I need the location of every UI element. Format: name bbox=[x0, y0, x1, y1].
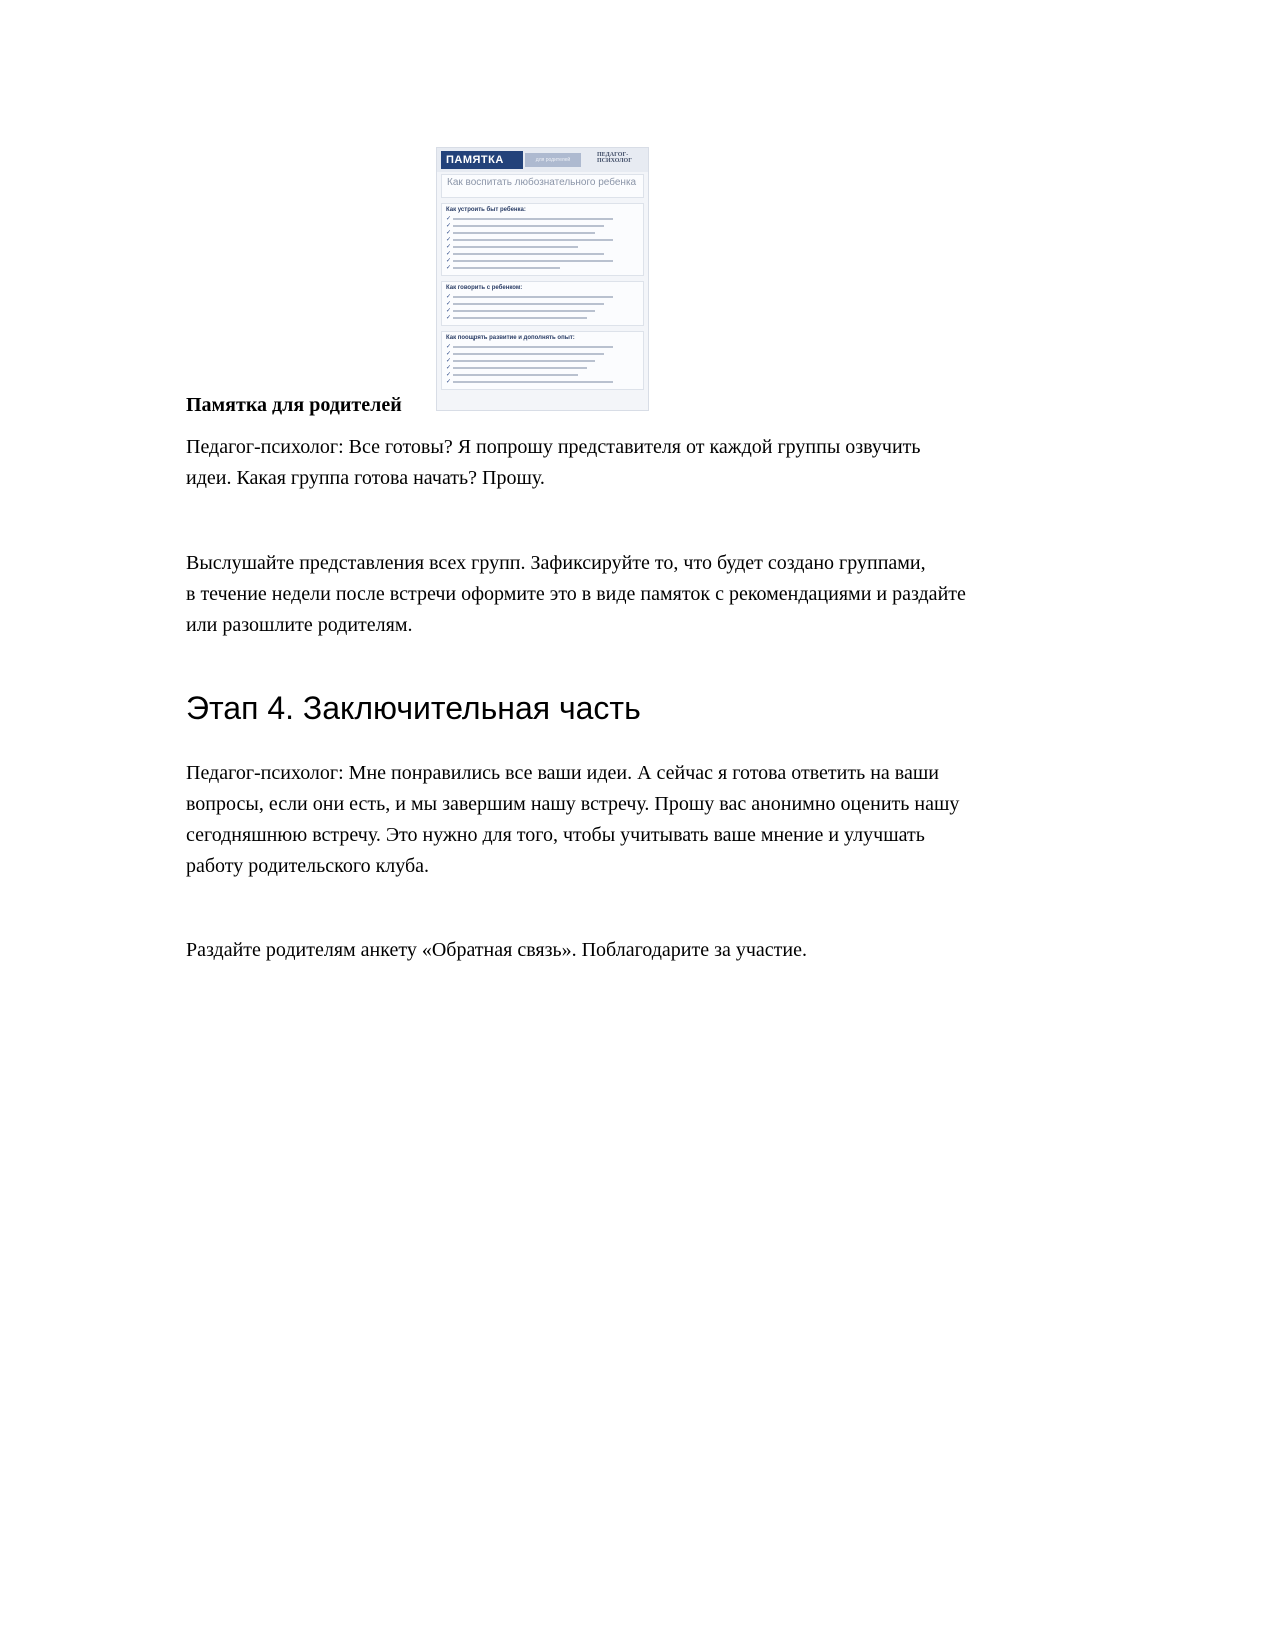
memo-title: ПАМЯТКА bbox=[441, 151, 523, 169]
memo-list-item bbox=[446, 244, 639, 250]
checkmark-icon: ✓ bbox=[446, 237, 452, 243]
memo-text-line bbox=[453, 353, 604, 355]
memo-logo-line2: ПСИХОЛОГ bbox=[597, 158, 633, 164]
memo-section bbox=[441, 203, 644, 276]
checkmark-icon: ✓ bbox=[446, 294, 452, 300]
memo-text-line bbox=[453, 246, 578, 248]
paragraph-1-line: идеи. Какая группа готова начать? Прошу. bbox=[186, 467, 545, 489]
checkmark-icon: ✓ bbox=[446, 351, 452, 357]
memo-text-line bbox=[453, 239, 613, 241]
memo-list-item bbox=[446, 230, 639, 236]
memo-list-item bbox=[446, 294, 639, 300]
checkmark-icon: ✓ bbox=[446, 365, 452, 371]
memo-text-line bbox=[453, 267, 560, 269]
memo-caption: Памятка для родителей bbox=[186, 394, 402, 416]
memo-section-title: Как поощрять развитие и дополнять опыт: bbox=[446, 335, 575, 341]
paragraph-4-line: Раздайте родителям анкету «Обратная связь». Поблагодарите за участие. bbox=[186, 939, 807, 961]
checkmark-icon: ✓ bbox=[446, 344, 452, 350]
memo-text-line bbox=[453, 310, 595, 312]
memo-section bbox=[441, 331, 644, 390]
memo-list-item bbox=[446, 223, 639, 229]
memo-list-item bbox=[446, 251, 639, 257]
memo-logo-line1: ПЕДАГОГ- bbox=[597, 152, 629, 158]
checkmark-icon: ✓ bbox=[446, 216, 452, 222]
paragraph-4 bbox=[186, 935, 1086, 966]
memo-text-line bbox=[453, 374, 578, 376]
memo-section-title: Как говорить с ребенком: bbox=[446, 285, 523, 291]
checkmark-icon: ✓ bbox=[446, 379, 452, 385]
checkmark-icon: ✓ bbox=[446, 251, 452, 257]
paragraph-3-line: вопросы, если они есть, и мы завершим нашу встречу. Прошу вас анонимно оценить нашу bbox=[186, 793, 960, 815]
memo-list-item bbox=[446, 351, 639, 357]
memo-text-line bbox=[453, 225, 604, 227]
paragraph-2-line: в течение недели после встречи оформите это в виде памяток с рекомендациями и раздайте bbox=[186, 583, 966, 605]
memo-blocks bbox=[437, 203, 648, 390]
memo-list-item bbox=[446, 372, 639, 378]
checkmark-icon: ✓ bbox=[446, 301, 452, 307]
memo-list-item bbox=[446, 344, 639, 350]
checkmark-icon: ✓ bbox=[446, 230, 452, 236]
memo-figure bbox=[186, 147, 1086, 417]
memo-section-title: Как устроить быт ребенка: bbox=[446, 207, 526, 213]
paragraph-1-line: Педагог-психолог: Все готовы? Я попрошу представителя от каждой группы озвучить bbox=[186, 436, 921, 458]
memo-list-item bbox=[446, 258, 639, 264]
memo-logo bbox=[597, 152, 632, 164]
memo-header bbox=[437, 148, 648, 172]
memo-section bbox=[441, 281, 644, 326]
paragraph-2 bbox=[186, 548, 1086, 641]
section-heading: Этап 4. Заключительная часть bbox=[186, 690, 641, 726]
memo-tag: для родителей bbox=[525, 153, 581, 167]
memo-list-item bbox=[446, 216, 639, 222]
checkmark-icon: ✓ bbox=[446, 258, 452, 264]
paragraph-3-line: Педагог-психолог: Мне понравились все ваши идеи. А сейчас я готова ответить на ваши bbox=[186, 762, 939, 784]
memo-list-item bbox=[446, 379, 639, 385]
checkmark-icon: ✓ bbox=[446, 308, 452, 314]
memo-list-item bbox=[446, 265, 639, 271]
paragraph-1 bbox=[186, 432, 1086, 494]
paragraph-3 bbox=[186, 758, 1086, 882]
memo-text-line bbox=[453, 218, 613, 220]
memo-thumbnail-image bbox=[436, 147, 649, 411]
checkmark-icon: ✓ bbox=[446, 315, 452, 321]
memo-list-item bbox=[446, 308, 639, 314]
memo-list-item bbox=[446, 237, 639, 243]
memo-list-item bbox=[446, 301, 639, 307]
checkmark-icon: ✓ bbox=[446, 244, 452, 250]
paragraph-3-line: сегодняшнюю встречу. Это нужно для того, чтобы учитывать ваше мнение и улучшать bbox=[186, 824, 925, 846]
paragraph-3-line: работу родительского клуба. bbox=[186, 855, 430, 877]
memo-list-item bbox=[446, 315, 639, 321]
paragraph-2-line: или разошлите родителям. bbox=[186, 614, 413, 636]
memo-text-line bbox=[453, 381, 613, 383]
memo-text-line bbox=[453, 360, 595, 362]
memo-text-line bbox=[453, 303, 604, 305]
memo-text-line bbox=[453, 232, 595, 234]
checkmark-icon: ✓ bbox=[446, 358, 452, 364]
checkmark-icon: ✓ bbox=[446, 372, 452, 378]
memo-text-line bbox=[453, 346, 613, 348]
memo-text-line bbox=[453, 260, 613, 262]
checkmark-icon: ✓ bbox=[446, 265, 452, 271]
memo-text-line bbox=[453, 253, 604, 255]
memo-subtitle: Как воспитать любознательного ребенка bbox=[441, 174, 644, 198]
memo-text-line bbox=[453, 367, 587, 369]
memo-text-line bbox=[453, 317, 587, 319]
memo-list-item bbox=[446, 358, 639, 364]
memo-list-item bbox=[446, 365, 639, 371]
checkmark-icon: ✓ bbox=[446, 223, 452, 229]
memo-text-line bbox=[453, 296, 613, 298]
paragraph-2-line: Выслушайте представления всех групп. Зафиксируйте то, что будет создано группами, bbox=[186, 552, 926, 574]
